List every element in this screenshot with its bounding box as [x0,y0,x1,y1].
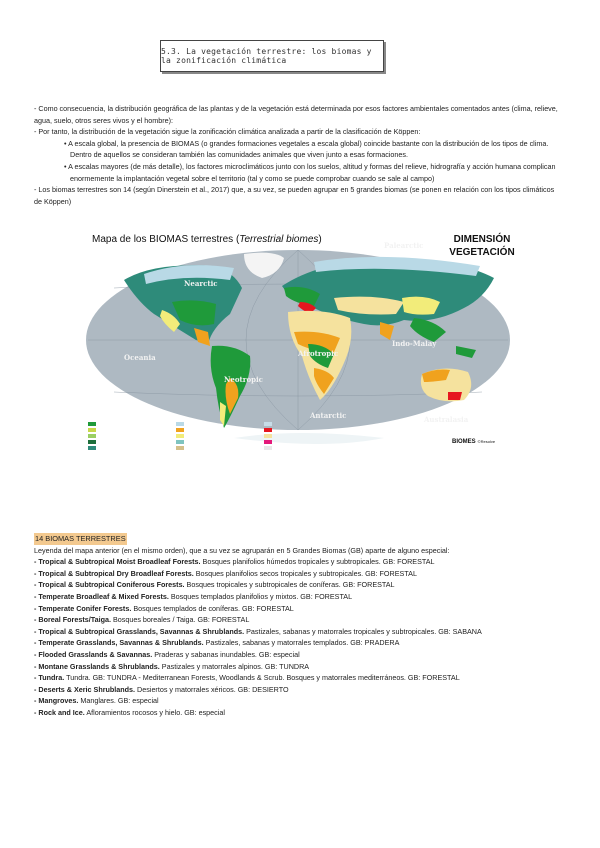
legend-swatch-moist [88,422,96,426]
biome-description: Bosques boreales / Taiga. GB: FORESTAL [110,615,250,625]
biome-item [34,661,574,673]
legend-swatch-desert [264,434,272,438]
biome-item [34,637,574,649]
biomes-lead: Leyenda del mapa anterior (en el mismo orden), que a su vez se agruparán en 5 Grandes Biomas (GB) aparte de alguno especial: [34,545,450,555]
intro-paragraph-3: - Los biomas terrestres son 14 (según Dinerstein et al., 2017) que, a su vez, se pueden agrupar en 5 grandes biomas (se ponen en relación con los tipos climáticos de Köppen) [34,185,555,206]
biomes-list [34,556,574,718]
legend-swatch-tundra [264,422,272,426]
biome-name: - Temperate Grasslands, Savannas & Shrublands. [34,638,204,648]
label-oceania: Oceania [124,353,156,362]
label-australasia: Australasia [424,415,469,424]
biomes-heading: 14 BIOMAS TERRESTRES [35,534,126,543]
biome-description: Pastizales, sabanas y matorrales tropicales y subtropicales. GB: SABANA [244,626,482,636]
intro-bullet-2: • A escalas mayores (de más detalle), los factores microclimáticos junto con los suelos, altitud y formas del relieve, hidrografía y acción humana complican enormemente la implantación vegetal sobre el territorio (tal y como se puede comprobar cuando se sale al campo) [64,161,556,183]
biome-name: - Tropical & Subtropical Grasslands, Savannas & Shrublands. [34,626,245,636]
biome-description: Tundra. GB: TUNDRA - Mediterranean Forests, Woodlands & Scrub. Bosques y matorrales mediterráneos. GB: FORESTAL [64,673,460,683]
biome-item [34,568,574,580]
biome-description: Manglares. GB: especial [78,696,159,706]
biome-item [34,649,574,661]
intro-paragraph-2: - Por tanto, la distribución de la vegetación sigue la zonificación climática analizada a partir de la clasificación de Köppen: [34,127,421,137]
label-nearctic: Nearctic [184,279,218,288]
label-antarctic: Antarctic [310,411,347,420]
biome-name: - Flooded Grasslands & Savannas. [34,649,153,659]
biome-description: Bosques templados de coníferas. GB: FORESTAL [131,603,294,613]
biome-name: - Deserts & Xeric Shrublands. [34,684,136,694]
label-afrotropic: Afrotropic [298,349,339,358]
biome-description: Bosques planifolios húmedos tropicales y subtropicales. GB: FORESTAL [200,557,435,567]
biome-name: - Tropical & Subtropical Coniferous Forests. [34,580,185,590]
intro-text [34,103,564,207]
biome-name: - Temperate Broadleaf & Mixed Forests. [34,591,169,601]
biome-item [34,591,574,603]
biome-item [34,695,574,707]
biome-item [34,707,574,719]
biomes-section [34,533,574,719]
section-title-box [160,40,384,72]
legend-swatch-mediterranean [264,428,272,432]
biome-item [34,626,574,638]
biome-name: - Tropical & Subtropical Dry Broadleaf Forests. [34,568,194,578]
biome-description: Pastizales y matorrales alpinos. GB: TUNDRA [159,661,310,671]
map-brand: BIOMES ©Resolve [452,439,496,445]
biome-description: Bosques planifolios secos tropicales y subtropicales. GB: FORESTAL [193,568,417,578]
biome-name: - Montane Grasslands & Shrublands. [34,661,160,671]
section-title: 5.3. La vegetación terrestre: los biomas y la zonificación climática [161,47,372,65]
biome-name: - Temperate Conifer Forests. [34,603,132,613]
legend-swatch-temperate-grass [176,434,184,438]
biome-item [34,684,574,696]
map-title: Mapa de los BIOMAS terrestres (Terrestrial biomes) [92,234,322,245]
biome-description: Praderas y sabanas inundables. GB: especial [152,649,300,659]
antarctica [234,433,384,444]
label-neotropic: Neotropic [224,375,263,384]
biome-item [34,579,574,591]
legend-swatch-montane [176,446,184,450]
legend-swatch-temperate-conifer [88,446,96,450]
legend-swatch-temperate-broadleaf [88,440,96,444]
map-dimension-label: DIMENSIÓN [453,234,511,245]
legend-swatch-coniferous [88,434,96,438]
legend-swatch-tropical-grass [176,428,184,432]
legend-swatch-boreal [176,422,184,426]
legend-swatch-mangroves [264,440,272,444]
biomes-world-map [84,228,516,480]
label-indomalay: Indo-Malay [392,339,437,348]
biome-item [34,672,574,684]
biome-item [34,603,574,615]
legend-swatch-flooded [176,440,184,444]
biome-description: Afloramientos rocosos y hielo. GB: especial [84,707,225,717]
legend-swatch-rock-ice [264,446,272,450]
biome-name: - Rock and Ice. [34,707,85,717]
biome-item [34,614,574,626]
intro-paragraph-1: - Como consecuencia, la distribución geográfica de las plantas y de la vegetación está determinada por esos factores ambientales comentados antes (clima, relieve, agua, suelo, otros seres vivos y el hombre): [34,104,558,125]
intro-bullet-1: • A escala global, la presencia de BIOMAS (o grandes formaciones vegetales a escala global) coincide bastante con la distribución de los tipos de clima. Dentro de aquellos se consideran también las comunidades animales que viven junto a esas formaciones. [64,138,549,160]
biome-description: Pastizales, sabanas y matorrales templados. GB: PRADERA [203,638,400,648]
map-vegetation-label: VEGETACIÓN [449,247,515,258]
label-palearctic: Palearctic [384,241,424,250]
biome-name: - Boreal Forests/Taiga. [34,615,111,625]
legend-swatch-dry [88,428,96,432]
biome-description: Bosques templados planifolios y mixtos. GB: FORESTAL [168,591,353,601]
biome-name: - Tundra. [34,673,65,683]
biome-description: Bosques tropicales y subtropicales de coníferas. GB: FORESTAL [184,580,395,590]
biome-name: - Tropical & Subtropical Moist Broadleaf Forests. [34,557,201,567]
biome-name: - Mangroves. [34,696,79,706]
biome-description: Desiertos y matorrales xéricos. GB: DESIERTO [135,684,289,694]
biome-item [34,556,574,568]
